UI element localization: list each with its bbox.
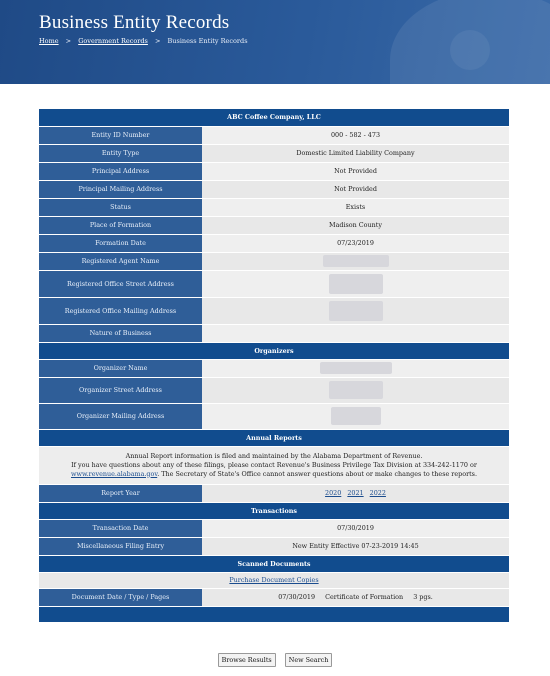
organizer-street-address-value — [202, 377, 509, 403]
entity-name-header: ABC Coffee Company, LLC — [39, 109, 509, 126]
transactions-section-header: Transactions — [39, 502, 509, 519]
table-row — [39, 162, 509, 180]
table-row — [39, 359, 509, 377]
action-buttons — [0, 647, 550, 667]
document-date: 07/30/2019 — [278, 593, 316, 601]
registered-agent-name-value — [202, 252, 509, 270]
breadcrumb-home-link[interactable]: Home — [39, 37, 59, 45]
purchase-copies-cell — [39, 572, 509, 588]
document-label: Document Date / Type / Pages — [39, 588, 202, 606]
purchase-document-copies-link[interactable]: Purchase Document Copies — [229, 576, 319, 584]
table-row — [39, 324, 509, 342]
document-value[interactable] — [202, 588, 509, 606]
document-pages: 3 pgs. — [413, 593, 433, 601]
table-row — [39, 519, 509, 537]
table-row — [39, 180, 509, 198]
entity-records-table — [39, 109, 509, 623]
report-year-2021-link[interactable]: 2021 — [347, 489, 364, 497]
nature-of-business-label: Nature of Business — [39, 324, 202, 342]
new-search-button[interactable]: New Search — [285, 653, 333, 667]
notice-line-2a: If you have questions about any of these filings, please contact Revenue's Business Privilege Tax Division at 334-242-1170 or — [71, 460, 477, 469]
entity-id-label: Entity ID Number — [39, 126, 202, 144]
notice-line-1: Annual Report information is filed and maintained by the Alabama Department of Revenue. — [125, 451, 423, 460]
formation-date-label: Formation Date — [39, 234, 202, 252]
registered-office-street-address-value — [202, 270, 509, 297]
misc-filing-entry-label: Miscellaneous Filing Entry — [39, 537, 202, 555]
organizer-street-address-label: Organizer Street Address — [39, 377, 202, 403]
redacted-block — [329, 381, 383, 399]
table-row — [39, 403, 509, 429]
place-of-formation-value: Madison County — [202, 216, 509, 234]
table-row — [39, 588, 509, 606]
annual-reports-section-header: Annual Reports — [39, 429, 509, 446]
document-type: Certificate of Formation — [325, 593, 404, 601]
table-row — [39, 537, 509, 555]
place-of-formation-label: Place of Formation — [39, 216, 202, 234]
organizer-name-label: Organizer Name — [39, 359, 202, 377]
notice-line-2b: . The Secretary of State's Office cannot answer questions about or make changes to these reports. — [157, 469, 477, 478]
table-row — [39, 484, 509, 502]
report-year-2022-link[interactable]: 2022 — [369, 489, 386, 497]
table-row — [39, 234, 509, 252]
status-label: Status — [39, 198, 202, 216]
breadcrumb-separator: > — [65, 37, 72, 45]
entity-type-value: Domestic Limited Liability Company — [202, 144, 509, 162]
transaction-date-label: Transaction Date — [39, 519, 202, 537]
breadcrumb-separator: > — [154, 37, 161, 45]
breadcrumb — [39, 37, 248, 45]
table-row — [39, 198, 509, 216]
redacted-block — [329, 274, 383, 294]
page-title: Business Entity Records — [39, 12, 230, 33]
formation-date-value: 07/23/2019 — [202, 234, 509, 252]
entity-type-label: Entity Type — [39, 144, 202, 162]
principal-mailing-address-label: Principal Mailing Address — [39, 180, 202, 198]
table-row — [39, 297, 509, 324]
nature-of-business-value — [202, 324, 509, 342]
organizer-mailing-address-label: Organizer Mailing Address — [39, 403, 202, 429]
redacted-block — [320, 362, 392, 374]
table-footer-bar — [39, 606, 509, 622]
transaction-date-value: 07/30/2019 — [202, 519, 509, 537]
breadcrumb-government-records-link[interactable]: Government Records — [78, 37, 148, 45]
breadcrumb-current: Business Entity Records — [167, 37, 248, 45]
principal-address-value: Not Provided — [202, 162, 509, 180]
organizer-mailing-address-value — [202, 403, 509, 429]
table-row — [39, 446, 509, 484]
banner-decoration — [450, 30, 490, 70]
revenue-website-link[interactable]: www.revenue.alabama.gov — [71, 469, 158, 478]
report-year-label: Report Year — [39, 484, 202, 502]
table-row — [39, 252, 509, 270]
browse-results-button[interactable]: Browse Results — [218, 653, 276, 667]
table-row — [39, 144, 509, 162]
entity-id-value: 000 - 582 - 473 — [202, 126, 509, 144]
report-year-links — [202, 484, 509, 502]
redacted-block — [329, 301, 383, 321]
registered-office-mailing-address-value — [202, 297, 509, 324]
redacted-block — [323, 255, 389, 267]
redacted-block — [331, 407, 381, 425]
table-row — [39, 572, 509, 588]
page-header-banner — [0, 0, 550, 84]
registered-office-street-address-label: Registered Office Street Address — [39, 270, 202, 297]
table-row — [39, 377, 509, 403]
organizers-section-header: Organizers — [39, 342, 509, 359]
annual-reports-notice — [39, 446, 509, 484]
principal-address-label: Principal Address — [39, 162, 202, 180]
registered-agent-name-label: Registered Agent Name — [39, 252, 202, 270]
status-value: Exists — [202, 198, 509, 216]
table-row — [39, 216, 509, 234]
organizer-name-value — [202, 359, 509, 377]
misc-filing-entry-value: New Entity Effective 07-23-2019 14:45 — [202, 537, 509, 555]
scanned-documents-section-header: Scanned Documents — [39, 555, 509, 572]
principal-mailing-address-value: Not Provided — [202, 180, 509, 198]
report-year-2020-link[interactable]: 2020 — [325, 489, 342, 497]
table-row — [39, 126, 509, 144]
registered-office-mailing-address-label: Registered Office Mailing Address — [39, 297, 202, 324]
table-row — [39, 270, 509, 297]
